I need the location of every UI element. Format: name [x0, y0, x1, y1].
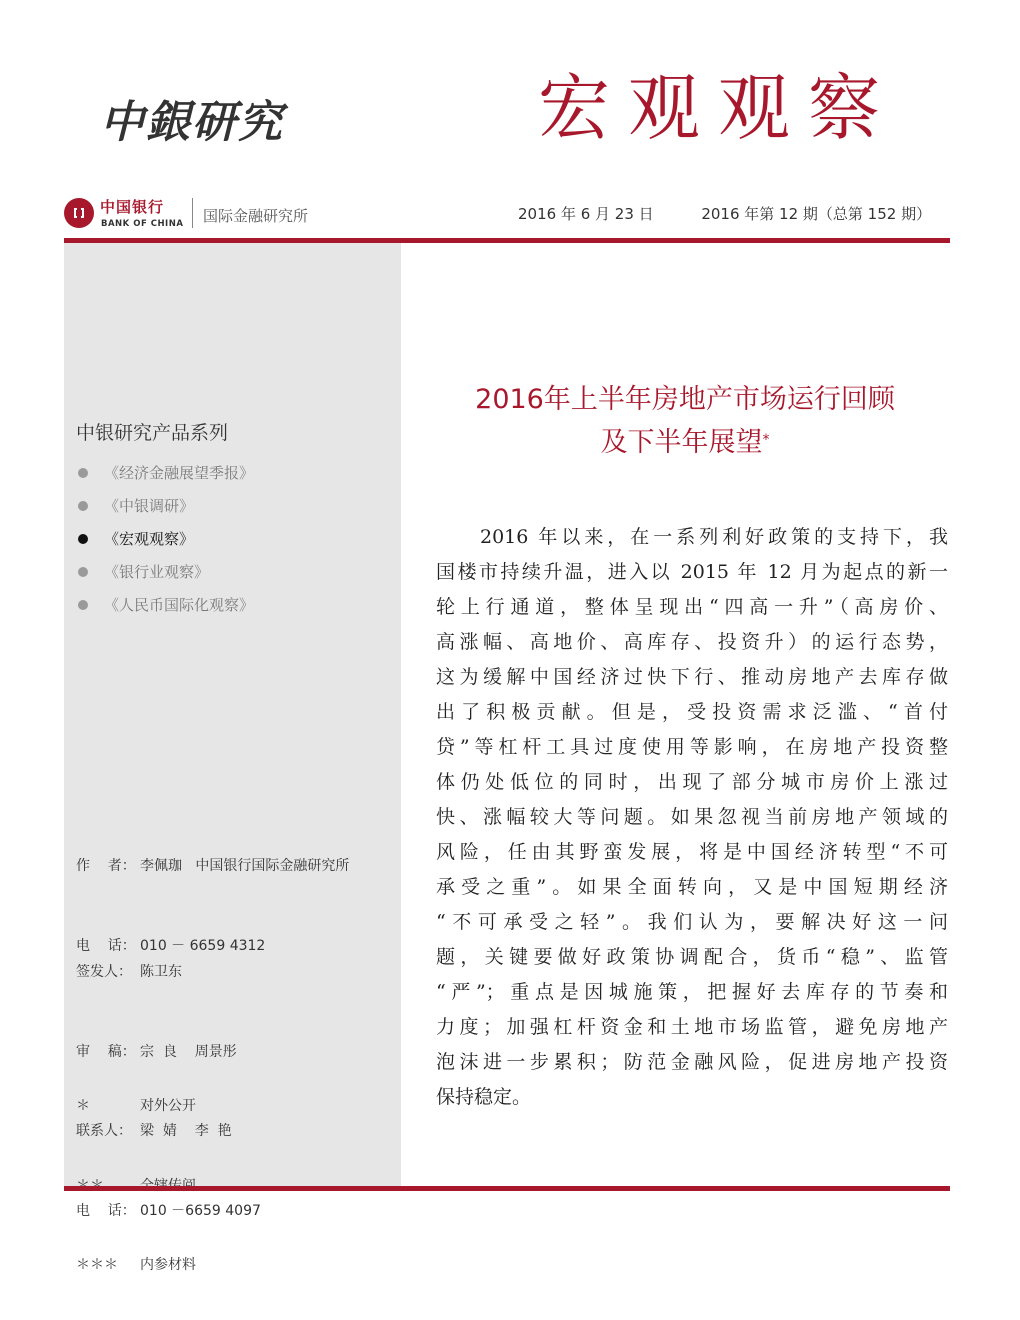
legend-text: 内参材料 — [140, 1257, 196, 1273]
series-item-label: 《宏观观察》 — [104, 530, 195, 548]
footnote-mark: * — [762, 432, 770, 448]
issue-number: 2016 年第 12 期（总第 152 期） — [701, 205, 932, 223]
author-label: 作 者： — [76, 858, 136, 874]
contact-label: 联系人： — [76, 1123, 132, 1139]
research-logo: 中銀研究 — [100, 97, 284, 148]
bank-of-china-logo-icon — [64, 198, 94, 228]
article-title — [420, 378, 950, 464]
signer-label: 签发人： — [76, 964, 132, 980]
reviewer-label: 审 稿： — [76, 1043, 136, 1060]
body-line: 承受之重”。如果全面转向，又是中国短期经济 — [436, 876, 948, 898]
bullet-icon — [78, 567, 88, 577]
reviewer-value: 宗 良 周景彤 — [140, 1043, 237, 1060]
signer-value: 陈卫东 — [140, 964, 182, 980]
body-line: 体仍处低位的同时，出现了部分城市房价上涨过 — [436, 771, 948, 793]
bottom-rule — [64, 1186, 950, 1191]
legend-mark: ＊ — [76, 1098, 90, 1114]
body-line: 保持稳定。 — [436, 1086, 532, 1108]
article-title-line1: 2016年上半年房地产市场运行回顾 — [475, 384, 895, 415]
series-item-label: 《人民币国际化观察》 — [104, 596, 255, 614]
body-line: 高涨幅、高地价、高库存、投资升）的运行态势， — [436, 631, 948, 653]
contact-phone-value: 010 －6659 4097 — [140, 1202, 261, 1219]
series-item — [76, 588, 254, 621]
series-item — [76, 555, 254, 588]
author-value: 李佩珈 中国银行国际金融研究所 — [140, 858, 350, 874]
body-line: 力度；加强杠杆资金和土地市场监管，避免房地产 — [436, 1016, 948, 1038]
body-line: 轮上行通道，整体呈现出“四高一升”（高房价、 — [436, 596, 948, 618]
bullet-icon — [78, 600, 88, 610]
series-title: 中银研究产品系列 — [76, 422, 229, 444]
body-line: 快、涨幅较大等问题。如果忽视当前房地产领域的 — [436, 806, 948, 828]
legend-text: 对外公开 — [140, 1098, 196, 1114]
series-item-label: 《经济金融展望季报》 — [104, 464, 255, 482]
distribution-legend — [76, 1040, 196, 1305]
publish-date: 2016 年 6 月 23 日 — [518, 205, 654, 223]
body-line: 2016 年以来，在一系列利好政策的支持下，我 — [480, 526, 948, 548]
series-item-label: 《银行业观察》 — [104, 563, 210, 581]
series-list — [76, 456, 254, 621]
author-phone-value: 010 － 6659 4312 — [140, 937, 266, 954]
body-line: “不可承受之轻”。我们认为，要解决好这一问 — [436, 911, 948, 933]
author-phone-label: 电 话： — [76, 937, 136, 954]
body-line: “严”；重点是因城施策，把握好去库存的节奏和 — [436, 981, 948, 1003]
body-line: 题，关键要做好政策协调配合，货币“稳”、监管 — [436, 946, 948, 968]
bullet-icon — [78, 534, 88, 544]
publication-title: 宏观观察 — [538, 66, 899, 150]
series-item — [76, 489, 254, 522]
contact-phone-label: 电 话： — [76, 1202, 136, 1219]
series-item-label: 《中银调研》 — [104, 497, 195, 515]
bullet-icon — [78, 468, 88, 478]
date-issue-line — [518, 203, 931, 224]
body-line: 泡沫进一步累积；防范金融风险，促进房地产投资 — [436, 1051, 948, 1073]
series-item — [76, 456, 254, 489]
bank-name-cn: 中国银行 — [100, 198, 165, 216]
series-item-current — [76, 522, 254, 555]
bullet-icon — [78, 501, 88, 511]
institute-name: 国际金融研究所 — [203, 207, 309, 225]
body-line: 贷”等杠杆工具过度使用等影响，在房地产投资整 — [436, 736, 948, 758]
article-title-line2: 及下半年展望* — [600, 427, 770, 458]
article-body — [436, 520, 948, 1115]
legend-mark: ＊＊＊ — [76, 1257, 118, 1273]
divider — [192, 198, 193, 228]
body-line: 出了积极贡献。但是，受投资需求泛滥、“首付 — [436, 701, 948, 723]
body-line: 这为缓解中国经济过快下行、推动房地产去库存做 — [436, 666, 948, 688]
bank-name-en: BANK OF CHINA — [101, 219, 184, 229]
body-line: 风险，任由其野蛮发展，将是中国经济转型“不可 — [436, 841, 948, 863]
body-line: 国楼市持续升温，进入以 2015 年 12 月为起点的新一 — [436, 561, 948, 583]
contact-value: 梁 婧 李 艳 — [140, 1123, 232, 1139]
